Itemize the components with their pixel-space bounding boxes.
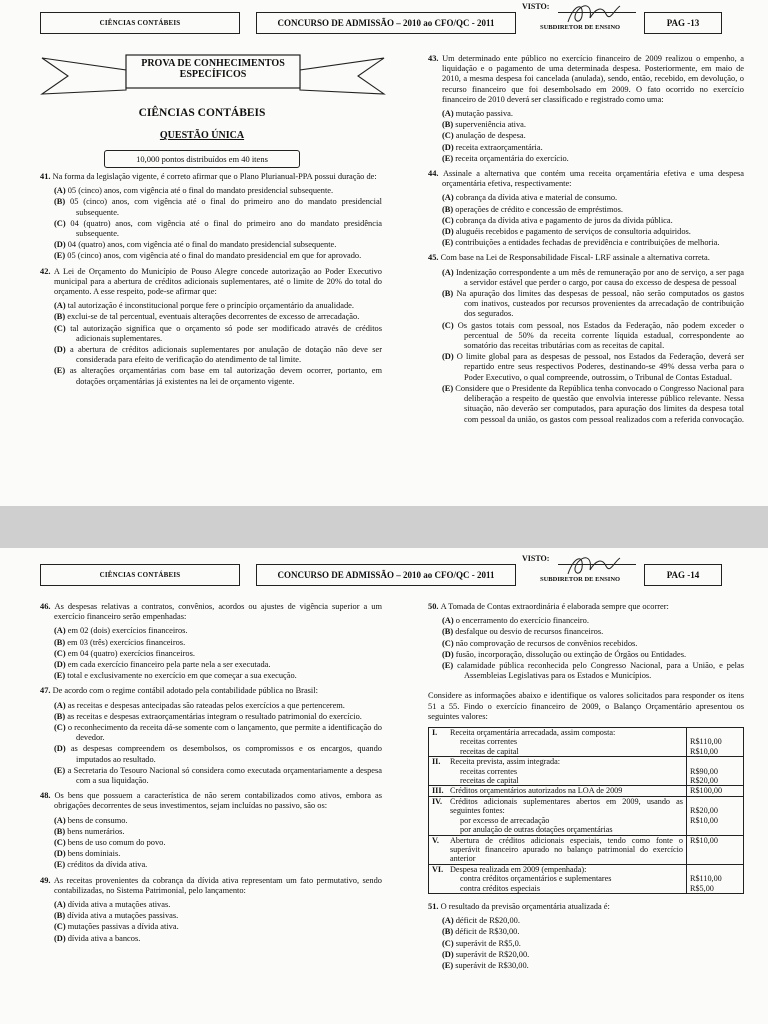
- option-spacer: [40, 297, 382, 300]
- option-text: operações de crédito e concessão de empréstimos.: [455, 204, 623, 214]
- option-letter: (E): [442, 960, 456, 970]
- option-letter: (B): [442, 927, 456, 937]
- answer-option: [40, 934, 382, 944]
- row-label: Abertura de créditos adicionais especiais, tendo como fonte o superávit financeiro apurado no balanço patrimonial do exercício anterior: [450, 835, 683, 864]
- option-text: as despesas compreendem os desembolsos, os compromissos e os encargos, quando imputados ao resultado.: [70, 744, 382, 764]
- option-text: dívida ativa a mutações passivas.: [67, 911, 179, 921]
- option-spacer: [428, 912, 744, 915]
- answer-option: [428, 289, 744, 320]
- question-stem: Na forma da legislação vigente, é correto afirmar que o Plano Plurianual-PPA possui duração de:: [52, 172, 377, 181]
- option-text: a abertura de créditos adicionais suplementares por anulação de dotação não deve ser considerada para efeito de verificação do atendimento de tal limite.: [69, 345, 382, 365]
- option-letter: (A): [54, 815, 68, 825]
- question-48: [40, 791, 382, 870]
- option-text: superávit de R$20,00.: [455, 949, 530, 959]
- row-value: R$20,00: [690, 776, 718, 786]
- question-number: 51.: [428, 901, 441, 911]
- answer-option: [428, 650, 744, 660]
- option-letter: (D): [54, 933, 68, 943]
- row-value: R$90,00: [690, 766, 718, 776]
- question-number: 42.: [40, 266, 54, 276]
- answer-option: [428, 154, 744, 164]
- question-text: [428, 602, 744, 612]
- subject-box: CIÊNCIAS CONTÁBEIS: [40, 564, 240, 586]
- question-46: [40, 602, 382, 681]
- answer-option: [428, 120, 744, 130]
- option-text: dívida ativa a bancos.: [67, 933, 141, 943]
- answer-option: [40, 301, 382, 311]
- option-letter: (C): [442, 131, 456, 141]
- question-41: [40, 172, 382, 262]
- question-stem: O resultado da previsão orçamentária atualizada é:: [440, 901, 610, 911]
- page-number: PAG -14: [644, 564, 722, 586]
- question-number: 41.: [40, 172, 53, 181]
- option-text: o reconhecimento da receita dá-se somente com o lançamento, que permite a identificação do devedor.: [67, 723, 382, 743]
- option-letter: (D): [54, 744, 71, 754]
- option-letter: (B): [442, 120, 456, 130]
- option-letter: (A): [54, 700, 68, 710]
- answer-option: [40, 197, 382, 217]
- question-text: [428, 54, 744, 105]
- option-letter: (A): [54, 626, 68, 636]
- row-number: IV.: [429, 796, 448, 835]
- answer-option: [40, 251, 382, 261]
- row-value: R$20,00: [690, 806, 718, 816]
- option-text: receita extraorçamentária.: [455, 142, 543, 152]
- row-number: VI.: [429, 864, 448, 893]
- row-description: [447, 835, 687, 864]
- answer-option: [428, 268, 744, 288]
- question-stem: As receitas provenientes da cobrança da dívida ativa representam um fato permutativo, sendo contabilizadas, no Sistema Patrimonial, pelo lançamento:: [53, 875, 382, 895]
- answer-option: [428, 927, 744, 937]
- visto-block: [522, 554, 636, 586]
- option-text: superávit de R$5,0.: [455, 938, 521, 948]
- option-text: O limite global para as despesas de pessoal, nos Estados da Federação, deverá ser repartido entre seus respectivos Poderes, destinando-se 49% dessa verba para o Poder Executivo, o qual compreende, outrossim, o Tribunal de Contas Estadual.: [456, 352, 744, 382]
- option-text: tal autorização significa que o orçamento só pode ser modificado através de créditos adicionais suplementares.: [70, 323, 382, 343]
- option-text: bens dominiais.: [67, 849, 121, 859]
- answer-option: [40, 900, 382, 910]
- row-description: [447, 728, 687, 757]
- question-text: [40, 172, 382, 182]
- answer-option: [428, 205, 744, 215]
- option-letter: (C): [442, 215, 456, 225]
- answer-option: [40, 712, 382, 722]
- table-row: [429, 835, 744, 864]
- option-letter: (C): [442, 320, 458, 330]
- option-letter: (E): [54, 366, 70, 376]
- option-letter: (E): [54, 251, 68, 261]
- option-text: aluguéis recebidos e pagamento de serviços de consultoria adquiridos.: [455, 227, 691, 237]
- question-47: [40, 686, 382, 786]
- option-text: não comprovação de recursos de convênios recebidos.: [455, 638, 638, 648]
- option-letter: (B): [54, 826, 68, 836]
- option-text: 05 (cinco) anos, com vigência até o final do mandato presidencial subsequente.: [67, 186, 334, 196]
- option-text: bens de uso comum do povo.: [67, 838, 166, 848]
- option-text: 05 (cinco) anos, com vigência até o final do mandato presidencial em que for aprovado.: [67, 251, 362, 261]
- question-45: [428, 253, 744, 424]
- answer-option: [40, 345, 382, 365]
- option-text: em 02 (dois) exercícios financeiros.: [67, 626, 188, 636]
- option-letter: (A): [54, 900, 68, 910]
- option-letter: (E): [442, 238, 456, 248]
- question-number: 49.: [40, 875, 54, 885]
- question-stem: Os bens que possuem a característica de não serem contabilizados como ativos, embora as obrigações decorrentes de seus investimentos, sejam incluídas no passivo, são os:: [54, 791, 382, 811]
- question-number: 44.: [428, 169, 443, 179]
- option-spacer: [428, 189, 744, 192]
- row-value: R$110,00: [690, 737, 722, 747]
- answer-option: [40, 723, 382, 743]
- row-sublabel: receitas de capital: [460, 776, 519, 786]
- option-text: bens de consumo.: [67, 815, 128, 825]
- question-stem: De acordo com o regime contábil adotado pela contabilidade pública no Brasil:: [52, 686, 318, 696]
- question-43: [428, 54, 744, 164]
- option-text: cobrança da dívida ativa e pagamento de juros da dívida pública.: [455, 215, 673, 225]
- question-text: [40, 686, 382, 696]
- question-text: [40, 267, 382, 298]
- answer-option: [40, 649, 382, 659]
- option-letter: (C): [54, 218, 71, 228]
- option-text: fusão, incorporação, dissolução ou extinção de Órgãos ou Entidades.: [455, 649, 687, 659]
- row-sublabel: receitas correntes: [460, 766, 518, 776]
- option-text: a Secretaria do Tesouro Nacional só considera como executada orçamentariamente a despesa com a sua liquidação.: [67, 765, 382, 786]
- option-letter: (D): [442, 649, 456, 659]
- row-value: [690, 797, 740, 806]
- option-letter: (D): [54, 240, 68, 250]
- option-text: em cada exercício financeiro pela parte nela a ser executada.: [67, 660, 271, 670]
- question-stem: Com base na Lei de Responsabilidade Fiscal- LRF assinale a alternativa correta.: [440, 253, 710, 263]
- row-value: R$10,00: [690, 815, 718, 825]
- subdirector-label: SUBDIRETOR DE ENSINO: [540, 24, 621, 31]
- question-stem: A Lei de Orçamento do Município de Pouso Alegre concede autorização ao Poder Executivo municipal para a abertura de créditos adicionais suplementares, até o limite de 20% do total do orçamento. A esse respeito, pode-se afirmar que:: [53, 266, 382, 297]
- option-letter: (B): [442, 204, 456, 214]
- answer-option: [40, 638, 382, 648]
- option-letter: (D): [442, 352, 457, 362]
- subject-box: CIÊNCIAS CONTÁBEIS: [40, 12, 240, 34]
- row-sublabel: por anulação de outras dotações orçamentárias: [460, 825, 613, 835]
- option-spacer: [40, 622, 382, 625]
- question-text: [428, 253, 744, 263]
- question-42: [40, 267, 382, 387]
- row-value: R$10,00: [690, 746, 718, 756]
- question-text: [40, 876, 382, 896]
- option-text: 04 (quatro) anos, com vigência até o final do primeiro ano do mandato presidência subsequente.: [70, 218, 382, 239]
- option-text: as receitas e despesas extraorçamentárias integram o resultado patrimonial do exercício.: [67, 711, 362, 721]
- page-header: [40, 2, 730, 38]
- option-letter: (E): [442, 383, 456, 393]
- answer-option: [428, 216, 744, 226]
- question-stem: Assinale a alternativa que contém uma receita orçamentária efetiva e uma despesa orçamentária efetiva, respectivamente:: [442, 169, 745, 189]
- option-letter: (C): [54, 648, 68, 658]
- row-label: Créditos orçamentários autorizados na LOA de 2009: [450, 786, 623, 796]
- question-number: 45.: [428, 253, 441, 263]
- question-number: 43.: [428, 54, 443, 63]
- subdirector-label: SUBDIRETOR DE ENSINO: [540, 576, 621, 583]
- option-text: 04 (quatro) anos, com vigência até o final do mandato presidencial subsequente.: [67, 240, 337, 250]
- option-letter: (E): [442, 153, 456, 163]
- answer-option: [428, 961, 744, 971]
- answer-option: [428, 193, 744, 203]
- option-text: o encerramento do exercício financeiro.: [455, 616, 589, 626]
- answer-option: [40, 849, 382, 859]
- data-intro: Considere as informações abaixo e identifique os valores solicitados para responder os itens 51 a 55. Findo o exercício financeiro de 2009, o Balanço Orçamentário apresentou os seguintes valores:: [428, 691, 744, 721]
- option-text: mutação passiva.: [455, 109, 513, 119]
- option-text: 05 (cinco) anos, com vigência até o final do primeiro ano do mandato presidencial subsequente.: [70, 197, 382, 217]
- answer-option: [40, 626, 382, 636]
- option-spacer: [428, 264, 744, 267]
- row-sublabel: contra créditos orçamentários e suplementares: [460, 874, 612, 884]
- row-value: R$110,00: [690, 874, 722, 884]
- row-values: [687, 728, 744, 757]
- answer-option: [428, 238, 744, 248]
- question-text: [40, 602, 382, 622]
- option-letter: (D): [442, 142, 456, 152]
- row-values: [687, 786, 744, 796]
- answer-option: [40, 766, 382, 786]
- row-values: [687, 757, 744, 786]
- contest-box: CONCURSO DE ADMISSÃO – 2010 ao CFO/QC - 2011: [256, 12, 516, 34]
- question-51: [428, 902, 744, 971]
- option-letter: (B): [54, 711, 68, 721]
- option-letter: (D): [54, 345, 70, 355]
- right-column: [428, 54, 744, 430]
- row-value: R$5,00: [690, 883, 714, 893]
- option-text: total e exclusivamente no exercício em que começar a sua execução.: [67, 671, 297, 681]
- option-letter: (A): [442, 267, 456, 277]
- question-number: 50.: [428, 602, 441, 611]
- option-text: superveniência ativa.: [455, 120, 526, 130]
- option-text: em 03 (três) exercícios financeiros.: [67, 637, 186, 647]
- option-text: bens numerários.: [67, 826, 125, 836]
- row-number: III.: [429, 786, 448, 796]
- option-letter: (E): [442, 661, 458, 671]
- option-text: calamidade pública reconhecida pelo Congresso Nacional, para a União, e pelas Assembleias Legislativas para os Estados e Municípios.: [457, 661, 744, 681]
- option-letter: (D): [54, 849, 68, 859]
- table-row: [429, 864, 744, 893]
- answer-option: [40, 312, 382, 322]
- option-letter: (B): [54, 197, 71, 207]
- row-description: [447, 864, 687, 893]
- answer-option: [40, 660, 382, 670]
- visto-block: [522, 2, 636, 34]
- left-column: [40, 602, 382, 949]
- option-text: Os gastos totais com pessoal, nos Estados da Federação, não podem exceder o percentual de 50% da receita corrente líquida estadual, correspondente ao somatório das receitas tributárias com as receitas de capital.: [457, 320, 744, 351]
- section-ribbon: [40, 54, 386, 96]
- answer-option: [428, 639, 744, 649]
- answer-option: [428, 321, 744, 352]
- option-text: contribuições a entidades fechadas de previdência e contribuições de melhoria.: [455, 238, 720, 248]
- row-number: I.: [429, 728, 448, 757]
- option-text: desfalque ou desvio de recursos financeiros.: [455, 627, 604, 637]
- option-letter: (A): [442, 916, 456, 926]
- option-letter: (D): [442, 949, 456, 959]
- table-row: [429, 757, 744, 786]
- exam-page-14: [0, 548, 768, 1024]
- row-values: [687, 835, 744, 864]
- option-text: déficit de R$20,00.: [455, 916, 520, 926]
- answer-option: [40, 922, 382, 932]
- row-description: [447, 757, 687, 786]
- row-value: [690, 865, 740, 874]
- page-header: [40, 554, 730, 590]
- row-sublabel: por excesso de arrecadação: [460, 815, 550, 825]
- answer-option: [40, 324, 382, 344]
- option-letter: (C): [54, 723, 68, 733]
- points-box: 10,000 pontos distribuídos em 40 itens: [104, 150, 300, 168]
- option-spacer: [40, 182, 382, 185]
- visto-line: [558, 12, 636, 13]
- option-text: receita orçamentária do exercício.: [455, 153, 569, 163]
- option-letter: (C): [442, 938, 456, 948]
- option-letter: (C): [442, 638, 456, 648]
- answer-option: [40, 366, 382, 386]
- option-letter: (B): [54, 312, 68, 322]
- answer-option: [428, 131, 744, 141]
- option-text: as alterações orçamentárias com base em tal autorização devem ocorrer, portanto, em dotações orçamentárias já existentes na lei de orçamento vigente.: [69, 366, 382, 386]
- option-letter: (B): [442, 289, 457, 299]
- visto-line: [558, 564, 636, 565]
- answer-option: [428, 384, 744, 425]
- row-description: [447, 796, 687, 835]
- answer-option: [428, 352, 744, 383]
- section-title: CIÊNCIAS CONTÁBEIS: [138, 107, 266, 119]
- question-stem: Um determinado ente público no exercício financeiro de 2009 realizou o empenho, a liquidação e o pagamento de uma determinada despesa. Posteriormente, em maio de 2010, a mesma despesa foi cancelada (anulada), sendo, então, recebido, em devolução, o recurso financeiro que foi desembolsado em 2009. O fato ocorrido no exercício financeiro de 2010 deverá ser classificado e registrado como uma:: [442, 54, 744, 104]
- row-number: V.: [429, 835, 448, 864]
- row-value: [690, 757, 740, 766]
- ribbon-title: PROVA DE CONHECIMENTOS ESPECÍFICOS: [141, 58, 285, 80]
- answer-option: [40, 701, 382, 711]
- option-text: cobrança da dívida ativa e material de consumo.: [455, 193, 618, 203]
- answer-option: [40, 816, 382, 826]
- row-label: Créditos adicionais suplementares abertos em 2009, usando as seguintes fontes:: [450, 796, 683, 816]
- contest-box: CONCURSO DE ADMISSÃO – 2010 ao CFO/QC - 2011: [256, 564, 516, 586]
- row-label: Receita orçamentária arrecadada, assim composta:: [450, 728, 616, 738]
- question-stem: As despesas relativas a contratos, convênios, acordos ou ajustes de vigência superior a um exercício financeiro serão empenhadas:: [54, 602, 383, 622]
- question-heading: QUESTÃO ÚNICA: [159, 130, 245, 141]
- table-row: [429, 796, 744, 835]
- answer-option: [40, 186, 382, 196]
- option-spacer: [428, 105, 744, 108]
- question-text: [428, 902, 744, 912]
- row-values: [687, 864, 744, 893]
- right-column: [428, 602, 744, 976]
- row-sublabel: receitas correntes: [460, 737, 518, 747]
- row-value: R$100,00: [690, 786, 723, 796]
- answer-option: [40, 671, 382, 681]
- option-text: superávit de R$30,00.: [455, 960, 529, 970]
- budget-table: [428, 727, 744, 894]
- row-values: [687, 796, 744, 835]
- option-letter: (A): [54, 301, 68, 311]
- option-letter: (E): [54, 671, 68, 681]
- option-text: déficit de R$30,00.: [455, 927, 520, 937]
- answer-option: [428, 227, 744, 237]
- option-letter: (A): [442, 616, 456, 626]
- option-letter: (C): [54, 323, 71, 333]
- answer-option: [40, 744, 382, 764]
- question-number: 48.: [40, 791, 55, 801]
- option-text: as receitas e despesas antecipadas são rateadas pelos exercícios a que pertencerem.: [67, 700, 345, 710]
- row-description: [447, 786, 687, 796]
- answer-option: [40, 219, 382, 239]
- question-50: [428, 602, 744, 681]
- option-letter: (D): [442, 227, 456, 237]
- option-letter: (D): [54, 660, 68, 670]
- exam-page-13: [0, 0, 768, 506]
- option-spacer: [40, 697, 382, 700]
- row-number: II.: [429, 757, 448, 786]
- option-letter: (A): [442, 109, 456, 119]
- answer-option: [40, 827, 382, 837]
- answer-option: [428, 939, 744, 949]
- option-letter: (C): [54, 838, 68, 848]
- option-letter: (E): [54, 860, 68, 870]
- answer-option: [40, 911, 382, 921]
- option-text: Na apuração dos limites das despesas de pessoal, não serão computados os gastos com inativos, custeados por recursos provenientes da arrecadação de contribuição dos segurados.: [456, 289, 744, 319]
- page-gap: [0, 506, 768, 548]
- option-text: Indenização correspondente a um mês de remuneração por ano de serviço, a ser paga a servidor estável que perder o cargo, por causa do excesso de despesa de pessoal: [455, 267, 744, 287]
- question-number: 47.: [40, 686, 53, 696]
- row-value: [690, 728, 740, 737]
- answer-option: [428, 916, 744, 926]
- answer-option: [428, 661, 744, 681]
- visto-label: VISTO:: [522, 2, 550, 11]
- option-letter: (B): [442, 627, 456, 637]
- row-sublabel: receitas de capital: [460, 746, 519, 756]
- question-text: [428, 169, 744, 189]
- option-letter: (E): [54, 765, 68, 775]
- question-49: [40, 876, 382, 944]
- table-row: [429, 786, 744, 796]
- answer-option: [428, 109, 744, 119]
- visto-label: VISTO:: [522, 554, 550, 563]
- option-text: tal autorização é inconstitucional porque fere o princípio orçamentário da anualidade.: [67, 301, 354, 311]
- option-letter: (B): [54, 637, 68, 647]
- question-stem: A Tomada de Contas extraordinária é elaborada sempre que ocorrer:: [440, 602, 669, 611]
- page-number: PAG -13: [644, 12, 722, 34]
- answer-option: [428, 950, 744, 960]
- question-44: [428, 169, 744, 248]
- option-spacer: [40, 896, 382, 899]
- table-row: [429, 728, 744, 757]
- option-text: Considere que o Presidente da República tenha convocado o Congresso Nacional para deliberação a respeito de questão que envolvia interesse público relevante. Nessa situação, não deverão ser computados, para apuração dos limites da despesa total com pessoal da união, os gastos com pessoal realizados com a referida convocação.: [455, 383, 744, 424]
- answer-option: [40, 838, 382, 848]
- option-text: mutações passivas a dívida ativa.: [67, 922, 179, 932]
- option-text: em 04 (quatro) exercícios financeiros.: [67, 648, 195, 658]
- question-text: [40, 791, 382, 811]
- option-letter: (B): [54, 911, 68, 921]
- option-letter: (C): [54, 922, 68, 932]
- row-label: Receita prevista, assim integrada:: [450, 757, 561, 767]
- answer-option: [428, 616, 744, 626]
- option-text: exclui-se de tal percentual, eventuais alterações decorrentes de excesso de arrecadação.: [67, 312, 360, 322]
- answer-option: [428, 627, 744, 637]
- row-label: Despesa realizada em 2009 (empenhada):: [450, 864, 587, 874]
- answer-option: [40, 860, 382, 870]
- option-spacer: [40, 812, 382, 815]
- answer-option: [428, 143, 744, 153]
- option-spacer: [428, 612, 744, 615]
- option-letter: (A): [442, 193, 456, 203]
- question-number: 46.: [40, 602, 55, 611]
- row-value: R$10,00: [690, 835, 718, 845]
- answer-option: [40, 240, 382, 250]
- option-text: dívida ativa a mutações ativas.: [67, 900, 171, 910]
- option-letter: (A): [54, 186, 68, 196]
- row-sublabel: contra créditos especiais: [460, 883, 541, 893]
- option-text: créditos da dívida ativa.: [67, 860, 148, 870]
- option-text: anulação de despesa.: [455, 131, 526, 141]
- left-column: [40, 172, 382, 392]
